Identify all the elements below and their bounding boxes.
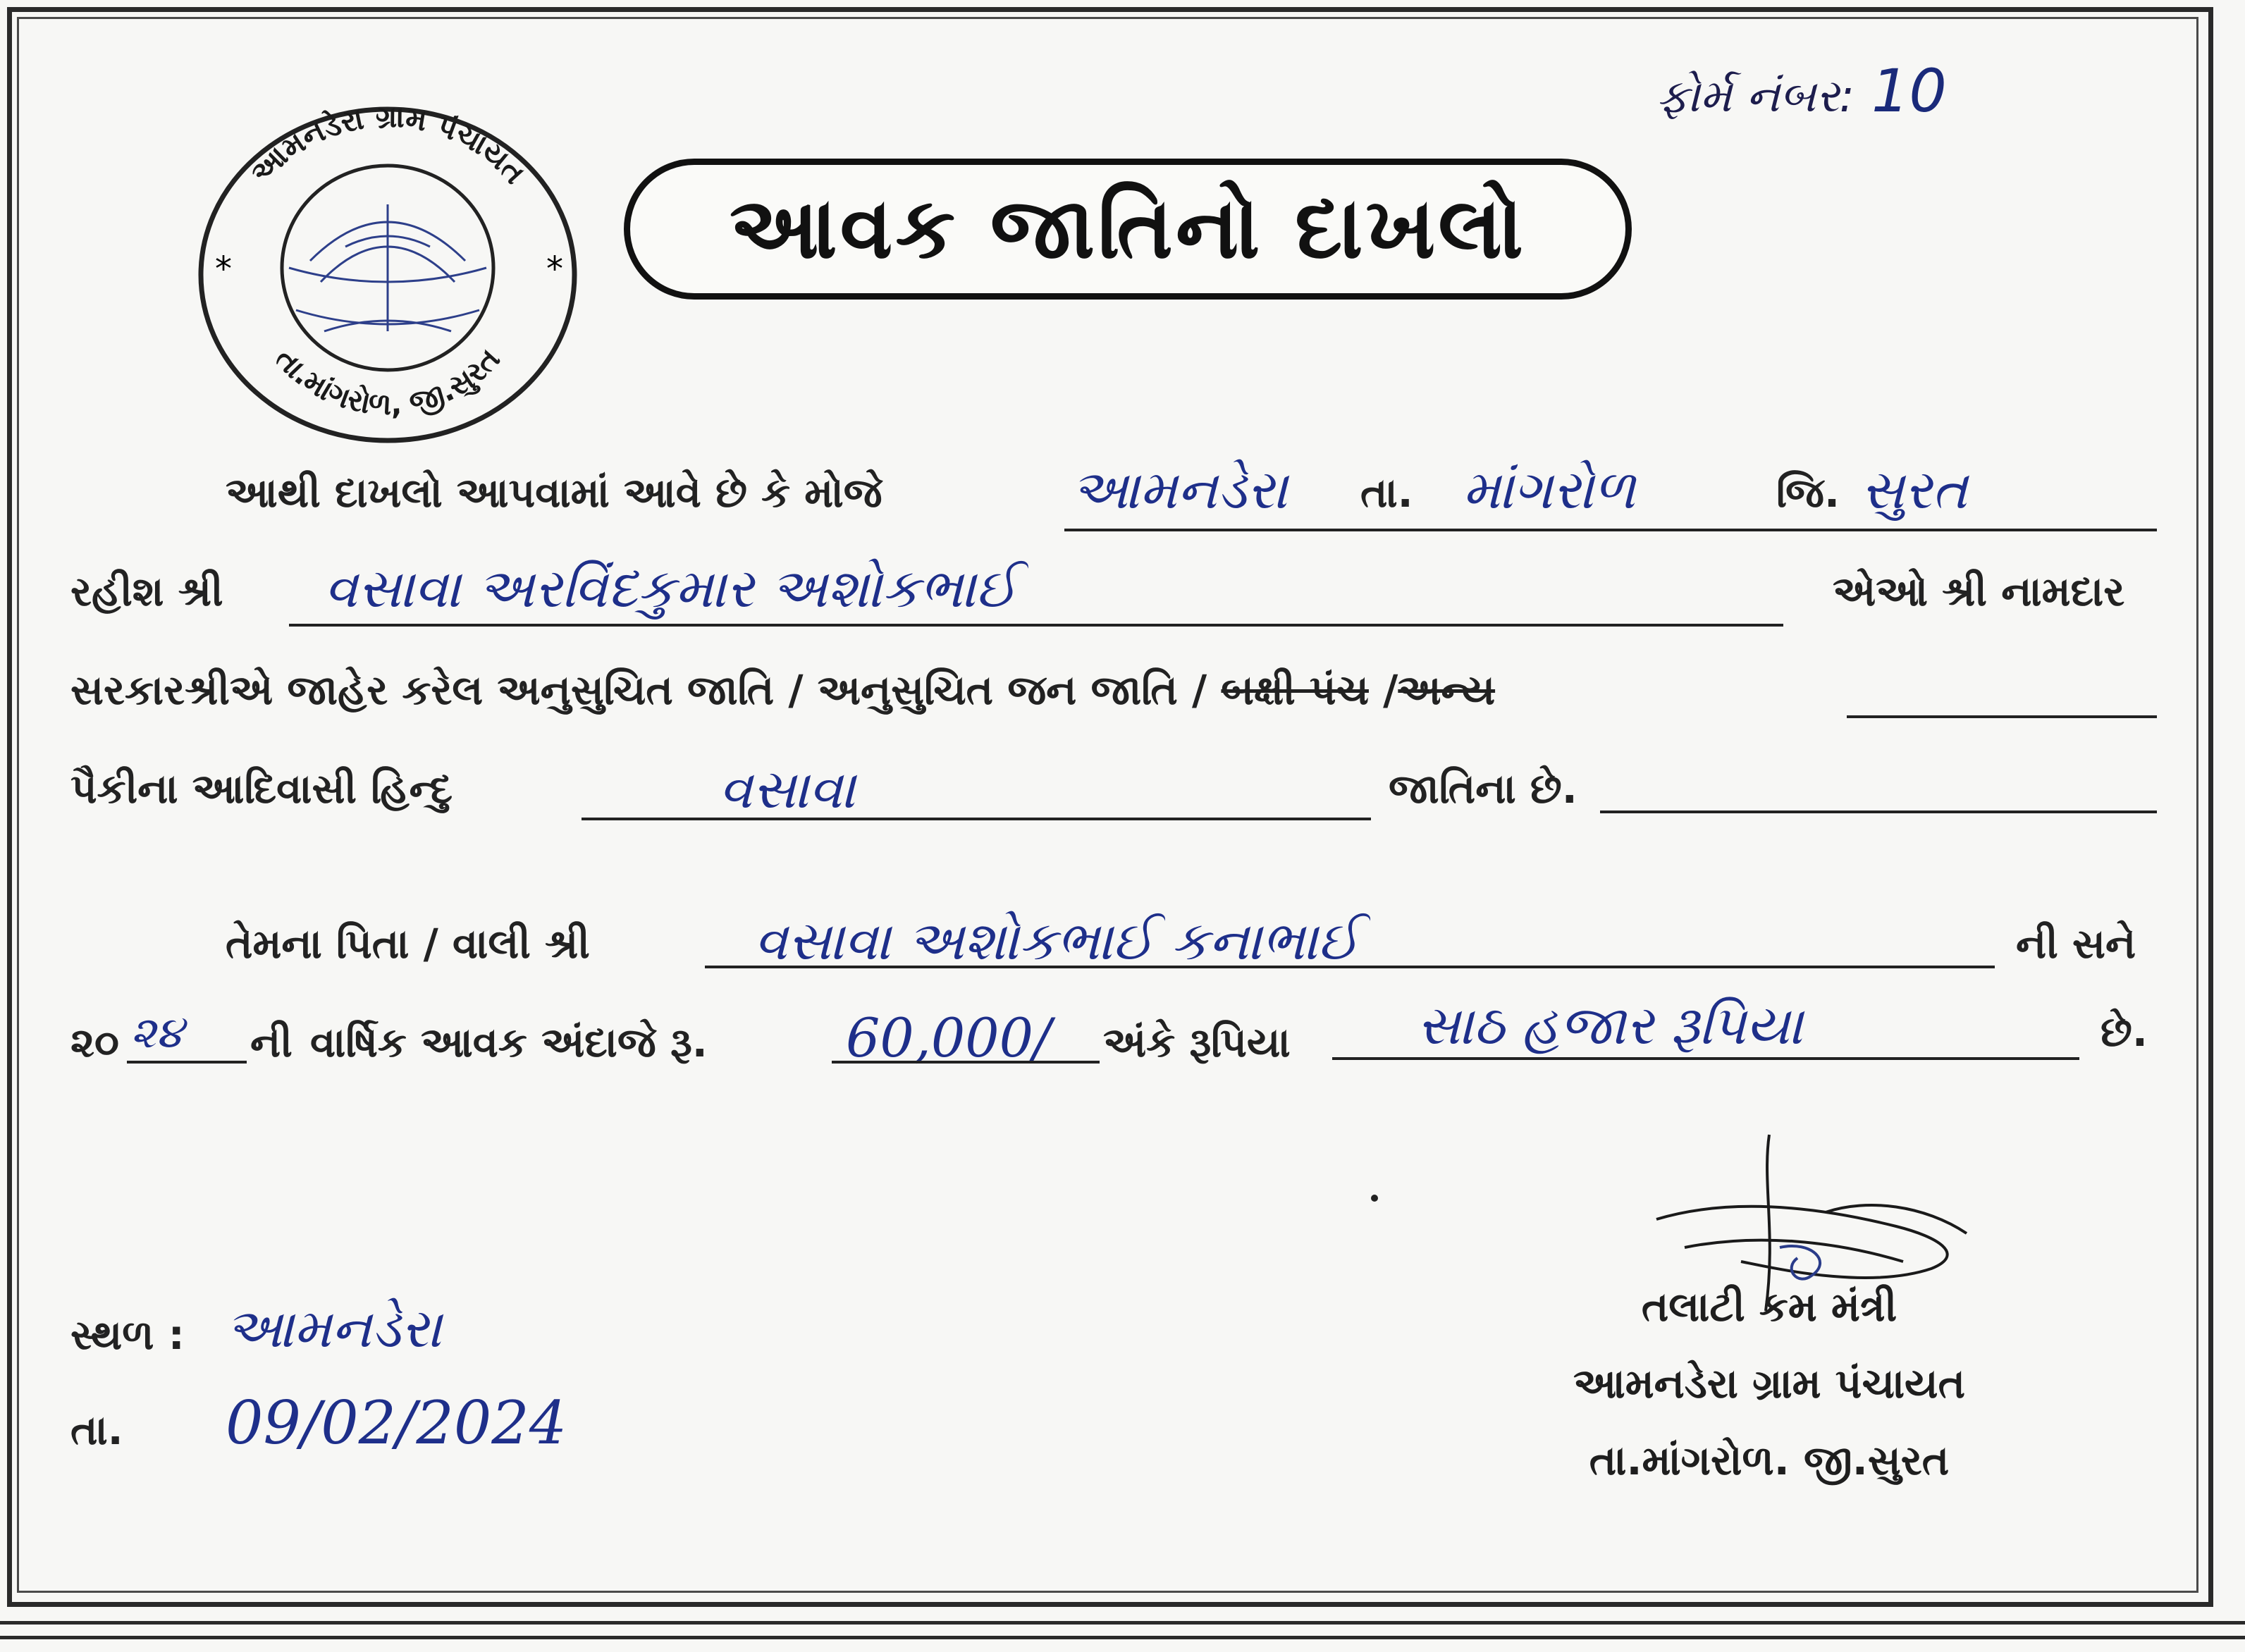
line1-ta: તા. <box>1360 469 1413 517</box>
village-value: આમનડેરા <box>1071 458 1288 521</box>
title-banner <box>624 159 1632 300</box>
line4-suffix: જાતિના છે. <box>1389 765 1577 813</box>
line6-year-suffix: ની <box>250 1018 293 1066</box>
income-amount-value: 60,000/ <box>846 1006 1052 1069</box>
signatory-designation: તલાટી કમ મંત્રી <box>1641 1283 1898 1331</box>
line5-suffix: ની સને <box>2016 920 2136 968</box>
line3-struck-bakshi: બક્ષી પંચ <box>1221 666 1369 714</box>
line4-prefix: પૈકીના આદિવાસી હિન્દુ <box>70 765 453 813</box>
line6-year-prefix: ૨૦ <box>70 1018 119 1066</box>
line2-suffix: એઓ શ્રી નામદાર <box>1833 567 2125 615</box>
line6-end: છે. <box>2101 1008 2148 1056</box>
words-underline <box>1332 1057 2079 1060</box>
line1-ji: જિ. <box>1776 469 1840 517</box>
year-underline <box>127 1061 247 1064</box>
line3-struck-anya: અન્ય <box>1398 666 1496 714</box>
seal-star-right: * <box>546 249 563 289</box>
line6-words-prefix: અંકે રૂપિયા <box>1103 1018 1291 1066</box>
line6-mid: વાર્ષિક આવક અંદાજે રૂ. <box>310 1018 708 1066</box>
line4-underline <box>582 818 1371 820</box>
resident-name-value: વસાવા અરવિંદકુમાર અશોકભાઈ <box>324 557 1018 620</box>
page-title: આવક જાતિનો દાખલો <box>730 180 1526 278</box>
line5-prefix: તેમના પિતા / વાલી શ્રી <box>226 920 590 968</box>
line5-underline <box>705 966 1995 968</box>
place-value: આમનડેરા <box>226 1297 442 1360</box>
signatory-location: તા.માંગરોળ. જી.સુરત <box>1589 1436 1950 1484</box>
panchayat-seal <box>183 99 592 451</box>
line3-separator: / <box>1383 666 1398 714</box>
line3-text <box>70 666 1495 715</box>
year-value: ૨૪ <box>130 1006 183 1058</box>
line1-prefix: આથી દાખલો આપવામાં આવે છે કે મોજે <box>226 469 882 517</box>
seal-top-text: આમનડેરા ગ્રામ પંચાયત <box>243 99 533 191</box>
line2-underline <box>289 624 1783 627</box>
date-label: તા. <box>70 1406 123 1454</box>
taluka-value: માંગરોળ <box>1463 458 1636 521</box>
signatory-block <box>1473 1283 2065 1513</box>
form-number-label: ફોર્મ નંબર: <box>1656 70 1855 123</box>
form-number <box>1656 56 1947 125</box>
line3-underline <box>1847 715 2157 718</box>
place-label: સ્થળ : <box>70 1311 185 1359</box>
caste-value: વસાવા <box>719 758 856 820</box>
amount-underline <box>832 1061 1100 1064</box>
bottom-rules <box>0 1621 2245 1651</box>
form-number-value: 10 <box>1871 56 1947 125</box>
line1-underline <box>1064 529 2157 531</box>
signatory-office: આમનડેરા ગ્રામ પંચાયત <box>1573 1360 1966 1407</box>
line4-underline-2 <box>1600 810 2157 813</box>
date-value: 09/02/2024 <box>226 1388 567 1457</box>
seal-star-left: * <box>215 249 232 289</box>
seal-bottom-text: તા.માંગરોળ, જી.સુરત <box>269 341 507 422</box>
line3-main: સરકારશ્રીએ જાહેર કરેલ અનુસુચિત જાતિ / અનુસુચિત જન જાતિ / <box>70 666 1207 714</box>
income-words-value: સાઠ હજાર રૂપિયા <box>1417 994 1803 1056</box>
line2-prefix: રહીશ શ્રી <box>70 567 223 615</box>
district-value: સુરત <box>1861 458 1968 521</box>
father-name-value: વસાવા અશોકભાઈ કનાભાઈ <box>754 909 1360 972</box>
